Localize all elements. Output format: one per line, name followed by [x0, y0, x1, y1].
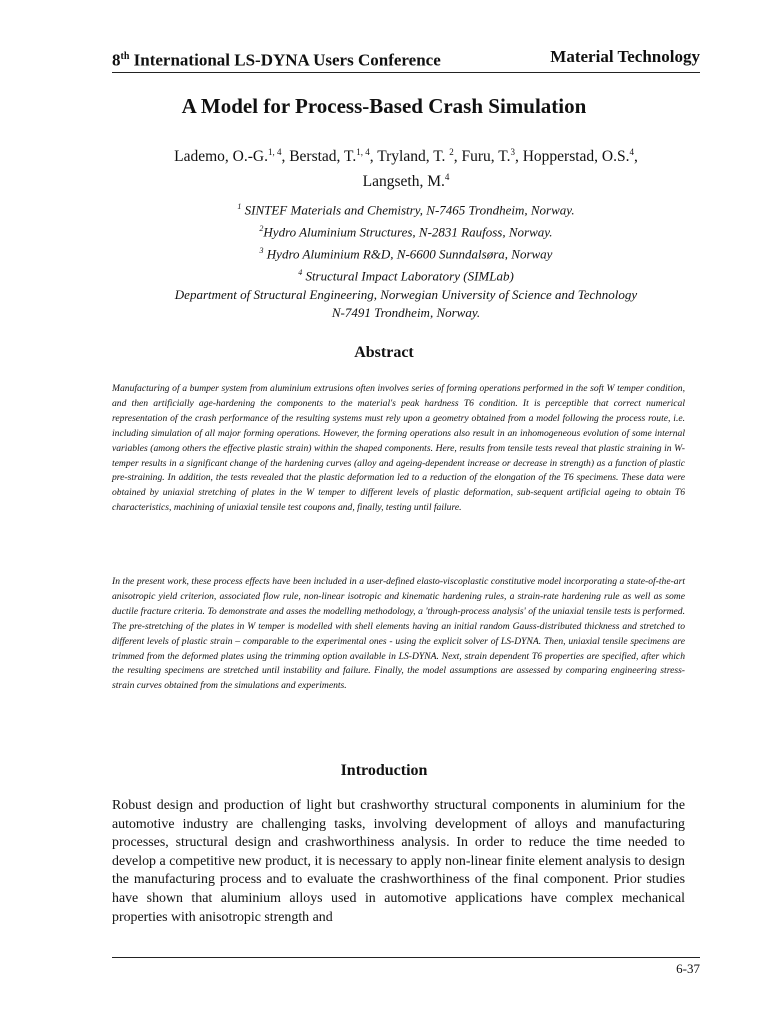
- affiliation-mark: 1: [237, 202, 242, 211]
- affiliation-mark: 2: [259, 223, 264, 233]
- affiliation-line: [112, 198, 700, 220]
- author-affiliation-mark: 2: [449, 147, 454, 157]
- affiliation-line: [112, 220, 700, 242]
- footer-divider: [112, 957, 700, 958]
- paper-title: A Model for Process-Based Crash Simulation: [181, 94, 587, 118]
- author-name: Tryland, T.: [377, 148, 450, 166]
- abstract-heading: Abstract: [354, 344, 414, 361]
- running-header: [112, 46, 700, 73]
- affiliation-text: Structural Impact Laboratory (SIMLab): [302, 268, 514, 284]
- author-affiliation-mark: 1, 4: [267, 147, 282, 157]
- conference-ordinal: 8: [112, 50, 121, 70]
- author-affiliation-mark: 3: [510, 147, 515, 157]
- abstract-paragraph: In the present work, these process effects have been included in a user-defined elasto-viscoplastic constitutive model incorporating a state-of-the-art anisotropic yield criterion, associated flow rule, non-linear isotropic and kinematic hardening rules, a strain-rate hardening rule as well as some ductile fracture criteria. To demonstrate and asses the modelling methodology, a 'through-process analysis' of the uniaxial tensile tests is performed. The pre-stretching of the plates in W temper is modelled with shell elements having an initial random Gauss-distributed thickness and stretched to different levels of plastic strain – comparable to the experimental ones - using the explicit solver of LS-DYNA. Then, uniaxial tensile specimens are trimmed from the deformed plates using the trimming option available in LS-DYNA. Next, strain dependent T6 properties are specified, after which the resulting specimens are stretched until instability and failure. Finally, the model assumptions are assessed by comparing engineering stress-strain curves obtained from the simulations and experiments.: [112, 576, 685, 692]
- author-affiliation-mark: 1, 4: [356, 147, 370, 157]
- affiliation-line: [112, 242, 700, 264]
- author-separator: ,: [453, 148, 462, 166]
- author-separator: ,: [514, 148, 523, 166]
- abstract-paragraph: Manufacturing of a bumper system from aluminium extrusions often involves series of forming operations performed in the soft W temper condition, and then artificially age-hardening the components to the material's peak hardness T6 condition. It is perceptible that correct numerical representation of the crash performance of the resulting systems must rely upon a geometry obtained from a model following the process route, i.e. including simulation of all major forming operations. However, the forming operations also result in an inhomogeneous evolution of some internal variables (among others the effective plastic strain) within the shaped components. Here, results from tensile tests reveal that plastic straining in W-temper results in a significant change of the hardening curves (alloy and ageing-dependent increase or decrease in strength) as a function of plastic pre-straining. In addition, the tests revealed that the plastic deformation led to a reduction of the elongation of the T6 specimens. These data were obtained by uniaxial stretching of plates in the W temper to different levels of plastic deformation, sub-sequent artificial ageing to obtain T6 characteristics, machining of uniaxial tensile test coupons and, finally, testing until failure.: [112, 383, 685, 514]
- author-name: Langseth, M.: [362, 173, 445, 191]
- introduction-paragraph: Robust design and production of light but crashworthy structural components in aluminium for the automotive industry are challenging tasks, involving development of alloys and manufacturing processes, structural design and crashworthiness analysis. In order to reduce the time needed to develop a competitive new product, it is necessary to apply non-linear finite element analysis to design the manufacturing process and to evaluate the crashworthiness of the final component. Prior studies have shown that aluminium alloys used in automotive applications have complex mechanical properties with anisotropic strength and: [112, 798, 685, 925]
- author-separator: ,: [281, 148, 290, 166]
- affiliation-text: N-7491 Trondheim, Norway.: [331, 305, 481, 321]
- session-name: Material Technology: [550, 47, 700, 66]
- affiliation-text: Department of Structural Engineering, Norwegian University of Science and Technology: [174, 286, 638, 302]
- author-separator: ,: [369, 148, 378, 166]
- author-name: Lademo, O.-G.: [174, 148, 268, 166]
- conference-name: [112, 46, 441, 72]
- author-list: [112, 142, 700, 192]
- author-separator: ,: [634, 148, 638, 166]
- author-affiliation-mark: 4: [629, 147, 634, 157]
- affiliation-text: Hydro Aluminium Structures, N-2831 Raufoss, Norway.: [263, 224, 553, 240]
- author-affiliation-mark: 4: [444, 172, 450, 183]
- author-name: Berstad, T.: [289, 148, 357, 166]
- introduction-heading: Introduction: [340, 762, 428, 779]
- affiliation-text: SINTEF Materials and Chemistry, N-7465 Trondheim, Norway.: [241, 202, 575, 218]
- affiliation-list: [112, 198, 700, 323]
- affiliation-mark: 4: [298, 267, 303, 277]
- affiliation-line: [112, 286, 700, 305]
- author-name: Furu, T.: [461, 148, 511, 166]
- affiliation-line: [112, 304, 700, 323]
- page-number: 6-37: [676, 961, 700, 976]
- conference-ordinal-suffix: th: [120, 51, 130, 62]
- affiliation-mark: 3: [259, 245, 264, 255]
- affiliation-line: [112, 264, 700, 286]
- affiliation-text: Hydro Aluminium R&D, N-6600 Sunndalsøra, Norway: [263, 246, 553, 262]
- author-name: Hopperstad, O.S.: [522, 148, 630, 166]
- conference-title: International LS-DYNA Users Conference: [129, 50, 441, 70]
